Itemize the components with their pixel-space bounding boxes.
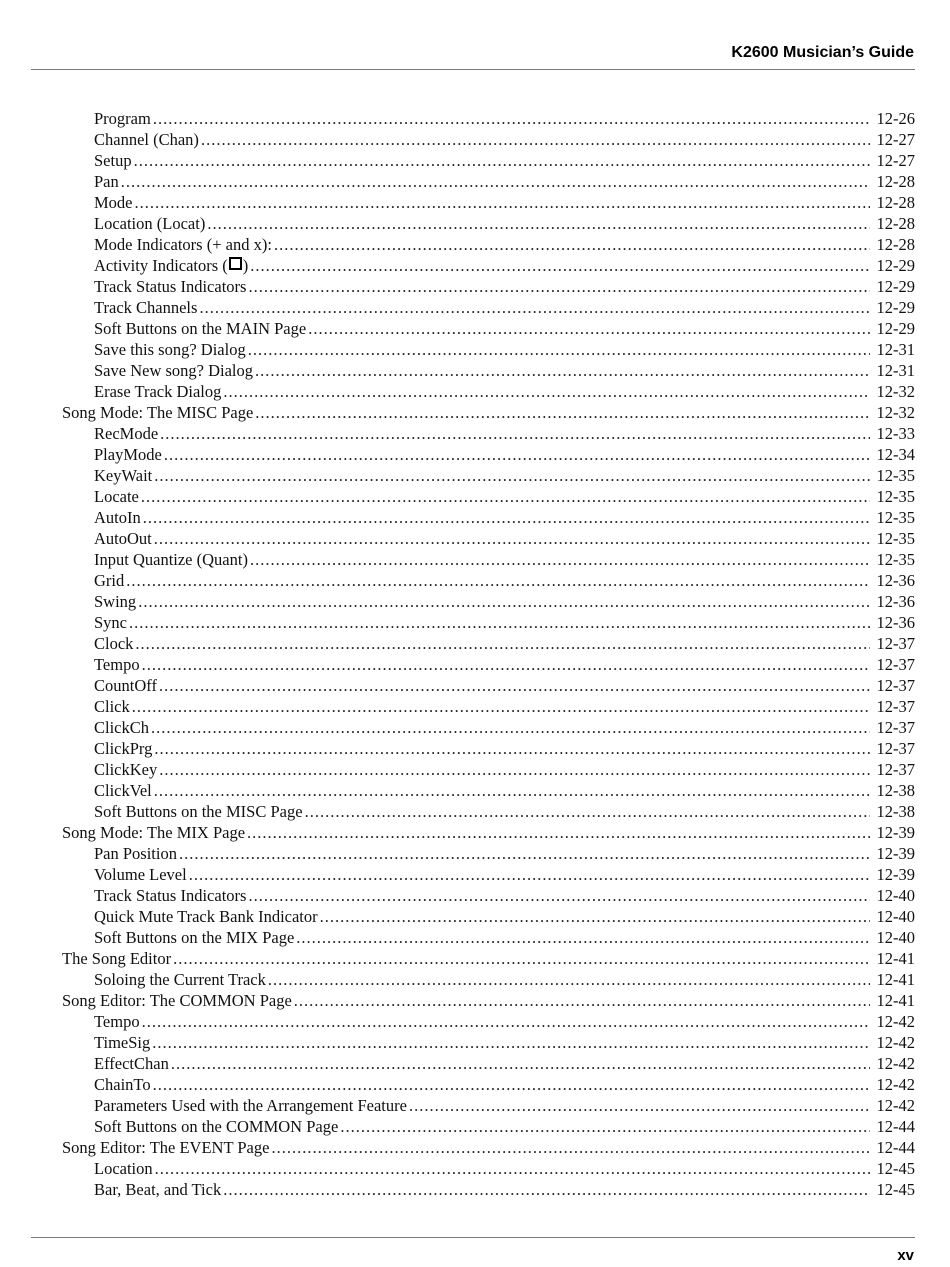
dot-leader [248,276,870,297]
toc-entry-page-number: 12-42 [876,1096,915,1115]
dot-leader [255,360,870,381]
toc-entry[interactable] [31,507,915,528]
toc-entry[interactable] [31,843,915,864]
toc-entry[interactable] [31,759,915,780]
toc-entry-page-number: 12-42 [876,1033,915,1052]
toc-entry-page-number: 12-37 [876,655,915,674]
dot-leader [132,696,870,717]
dot-leader [126,570,870,591]
toc-entry-label: AutoIn [94,508,141,527]
toc-entry-label: Parameters Used with the Arrangement Feature [94,1096,407,1115]
dot-leader [189,864,870,885]
toc-entry-page-number: 12-36 [876,613,915,632]
toc-entry-label: CountOff [94,676,157,695]
toc-entry-page-number: 12-35 [876,550,915,569]
toc-entry[interactable] [31,969,915,990]
toc-entry-page-number: 12-45 [876,1159,915,1178]
toc-entry-page-number: 12-45 [876,1180,915,1199]
toc-entry-label: Soft Buttons on the MISC Page [94,802,303,821]
toc-entry-page-number: 12-34 [876,445,915,464]
activity-indicator-box-icon [229,257,242,270]
dot-leader [151,717,870,738]
toc-entry-label: ClickKey [94,760,158,779]
toc-entry-label: Locate [94,487,139,506]
dot-leader [154,465,870,486]
toc-entry-page-number: 12-40 [876,886,915,905]
toc-entry-label: Volume Level [94,865,187,884]
toc-entry-label: Track Status Indicators [94,277,247,296]
dot-leader [250,549,870,570]
toc-entry-page-number: 12-31 [876,340,915,359]
dot-leader [201,129,870,150]
toc-entry-page-number: 12-37 [876,739,915,758]
toc-entry-label: Activity Indicators ( ) [94,256,249,275]
running-header-title: K2600 Musician’s Guide [731,44,914,61]
toc-entry[interactable] [31,864,915,885]
toc-entry-label: Program [94,109,151,128]
dot-leader [199,297,870,318]
dot-leader [129,612,870,633]
toc-entry-label: PlayMode [94,445,162,464]
toc-entry-label: Setup [94,151,132,170]
dot-leader [159,675,870,696]
toc-entry-label: Song Editor: The COMMON Page [62,991,292,1010]
toc-entry-page-number: 12-29 [876,319,915,338]
toc-entry[interactable] [31,801,915,822]
toc-entry[interactable] [31,780,915,801]
dot-leader [320,906,870,927]
toc-entry-label: RecMode [94,424,159,443]
toc-entry[interactable] [31,654,915,675]
toc-entry[interactable] [31,1116,915,1137]
toc-entry-page-number: 12-28 [876,193,915,212]
toc-entry-page-number: 12-37 [876,697,915,716]
toc-entry-page-number: 12-27 [876,130,915,149]
dot-leader [138,591,870,612]
toc-entry-page-number: 12-38 [876,802,915,821]
toc-entry[interactable] [31,486,915,507]
toc-entry[interactable] [31,633,915,654]
toc-entry[interactable] [31,1053,915,1074]
toc-entry-page-number: 12-39 [876,865,915,884]
toc-entry[interactable] [31,108,915,129]
dot-leader [135,633,870,654]
dot-leader [173,948,870,969]
toc-entry-label: KeyWait [94,466,153,485]
toc-entry-label: Tempo [94,1012,140,1031]
toc-entry-label: Soft Buttons on the COMMON Page [94,1117,339,1136]
toc-entry-label: Erase Track Dialog [94,382,222,401]
toc-entry-page-number: 12-29 [876,298,915,317]
toc-entry-page-number: 12-36 [876,592,915,611]
dot-leader [207,213,870,234]
toc-entry-label: Soft Buttons on the MIX Page [94,928,295,947]
toc-entry[interactable] [31,1137,915,1158]
toc-entry-label: TimeSig [94,1033,151,1052]
toc-entry-label: Location (Locat) [94,214,206,233]
dot-leader [134,150,870,171]
dot-leader [271,1137,870,1158]
toc-entry-page-number: 12-35 [876,487,915,506]
toc-entry[interactable] [31,234,915,255]
dot-leader [171,1053,870,1074]
toc-entry[interactable] [31,171,915,192]
dot-leader [296,927,870,948]
toc-entry-label: Click [94,697,130,716]
dot-leader [154,528,870,549]
toc-entry-label: Quick Mute Track Bank Indicator [94,907,318,926]
dot-leader [143,507,870,528]
dot-leader [153,1074,870,1095]
dot-leader [268,969,870,990]
dot-leader [159,759,870,780]
dot-leader [223,1179,870,1200]
toc-entry[interactable] [31,444,915,465]
toc-entry-label: Song Mode: The MISC Page [62,403,254,422]
toc-entry-label: Pan Position [94,844,177,863]
toc-entry-page-number: 12-35 [876,529,915,548]
toc-entry-page-number: 12-37 [876,676,915,695]
toc-entry-label: Sync [94,613,127,632]
table-of-contents [31,108,915,1200]
dot-leader [294,990,870,1011]
toc-entry-page-number: 12-32 [876,403,915,422]
toc-entry[interactable] [31,822,915,843]
toc-entry-page-number: 12-44 [876,1138,915,1157]
dot-leader [135,192,871,213]
toc-entry[interactable] [31,318,915,339]
toc-entry[interactable] [31,465,915,486]
toc-entry-label: The Song Editor [62,949,172,968]
toc-entry-page-number: 12-39 [876,844,915,863]
toc-entry[interactable] [31,276,915,297]
toc-entry-page-number: 12-35 [876,466,915,485]
dot-leader [121,171,870,192]
toc-entry-label: Mode [94,193,133,212]
toc-entry-label: Tempo [94,655,140,674]
dot-leader [154,738,870,759]
toc-entry-label: Song Mode: The MIX Page [62,823,246,842]
toc-entry[interactable] [31,255,915,276]
toc-entry[interactable] [31,129,915,150]
dot-leader [248,339,870,360]
toc-entry[interactable] [31,1179,915,1200]
dot-leader [247,822,870,843]
toc-entry-label: AutoOut [94,529,152,548]
toc-entry[interactable] [31,402,915,423]
toc-entry-label: Soloing the Current Track [94,970,266,989]
toc-entry[interactable] [31,528,915,549]
toc-entry-page-number: 12-42 [876,1075,915,1094]
toc-entry[interactable] [31,612,915,633]
toc-entry-page-number: 12-26 [876,109,915,128]
toc-entry-page-number: 12-33 [876,424,915,443]
toc-entry[interactable] [31,591,915,612]
dot-leader [250,255,870,276]
toc-entry[interactable] [31,675,915,696]
toc-entry-label: ClickCh [94,718,150,737]
dot-leader [305,801,870,822]
dot-leader [179,843,870,864]
toc-entry-page-number: 12-36 [876,571,915,590]
toc-entry-page-number: 12-32 [876,382,915,401]
toc-entry-page-number: 12-37 [876,634,915,653]
toc-entry[interactable] [31,213,915,234]
toc-entry-label: Song Editor: The EVENT Page [62,1138,270,1157]
footer-divider [31,1237,915,1238]
toc-entry-page-number: 12-27 [876,151,915,170]
toc-entry-page-number: 12-40 [876,907,915,926]
toc-entry[interactable] [31,297,915,318]
toc-entry[interactable] [31,423,915,444]
dot-leader [255,402,870,423]
toc-entry-label: Track Channels [94,298,198,317]
toc-entry-label: ClickPrg [94,739,153,758]
toc-entry-page-number: 12-37 [876,760,915,779]
toc-entry-page-number: 12-41 [876,949,915,968]
toc-entry[interactable] [31,990,915,1011]
toc-entry-page-number: 12-42 [876,1012,915,1031]
toc-entry-page-number: 12-29 [876,256,915,275]
toc-entry[interactable] [31,1011,915,1032]
toc-entry-label: Mode Indicators (+ and x): [94,235,272,254]
toc-entry-label: Clock [94,634,134,653]
toc-entry[interactable] [31,339,915,360]
dot-leader [153,108,870,129]
dot-leader [141,486,870,507]
toc-entry-page-number: 12-28 [876,214,915,233]
toc-entry-label: Channel (Chan) [94,130,199,149]
toc-entry[interactable] [31,381,915,402]
dot-leader [409,1095,870,1116]
toc-entry-label: EffectChan [94,1054,169,1073]
toc-entry-page-number: 12-41 [876,970,915,989]
toc-entry-label: Bar, Beat, and Tick [94,1180,222,1199]
toc-entry-page-number: 12-41 [876,991,915,1010]
toc-entry-page-number: 12-37 [876,718,915,737]
page-number: xv [897,1247,914,1264]
toc-entry[interactable] [31,549,915,570]
toc-entry-label: Pan [94,172,119,191]
dot-leader [223,381,870,402]
toc-entry-label: Location [94,1159,153,1178]
toc-entry-page-number: 12-35 [876,508,915,527]
toc-entry-label: Swing [94,592,137,611]
toc-entry[interactable] [31,948,915,969]
toc-entry-label: Track Status Indicators [94,886,247,905]
toc-entry-page-number: 12-31 [876,361,915,380]
dot-leader [340,1116,870,1137]
toc-entry-label: Grid [94,571,125,590]
toc-entry[interactable] [31,717,915,738]
toc-entry[interactable] [31,570,915,591]
toc-entry-label: Soft Buttons on the MAIN Page [94,319,307,338]
toc-entry-page-number: 12-39 [876,823,915,842]
toc-entry-page-number: 12-29 [876,277,915,296]
toc-entry[interactable] [31,150,915,171]
toc-entry-page-number: 12-28 [876,235,915,254]
toc-entry-page-number: 12-40 [876,928,915,947]
toc-entry-label: ChainTo [94,1075,151,1094]
dot-leader [155,1158,870,1179]
toc-entry[interactable] [31,1095,915,1116]
dot-leader [160,423,870,444]
toc-entry[interactable] [31,1158,915,1179]
toc-entry-label: Input Quantize (Quant) [94,550,248,569]
dot-leader [164,444,870,465]
toc-entry[interactable] [31,738,915,759]
toc-entry[interactable] [31,885,915,906]
toc-entry-page-number: 12-28 [876,172,915,191]
toc-entry[interactable] [31,192,915,213]
toc-entry-label: ClickVel [94,781,152,800]
dot-leader [142,1011,870,1032]
dot-leader [154,780,870,801]
toc-entry-page-number: 12-44 [876,1117,915,1136]
toc-entry[interactable] [31,696,915,717]
toc-entry-page-number: 12-42 [876,1054,915,1073]
dot-leader [308,318,870,339]
toc-entry-label: Save this song? Dialog [94,340,246,359]
toc-entry[interactable] [31,1032,915,1053]
toc-entry[interactable] [31,906,915,927]
dot-leader [142,654,870,675]
dot-leader [274,234,870,255]
toc-entry[interactable] [31,360,915,381]
toc-entry[interactable] [31,927,915,948]
dot-leader [248,885,870,906]
toc-entry-label: Save New song? Dialog [94,361,254,380]
toc-entry[interactable] [31,1074,915,1095]
toc-entry-page-number: 12-38 [876,781,915,800]
header-divider [31,69,915,70]
dot-leader [152,1032,870,1053]
